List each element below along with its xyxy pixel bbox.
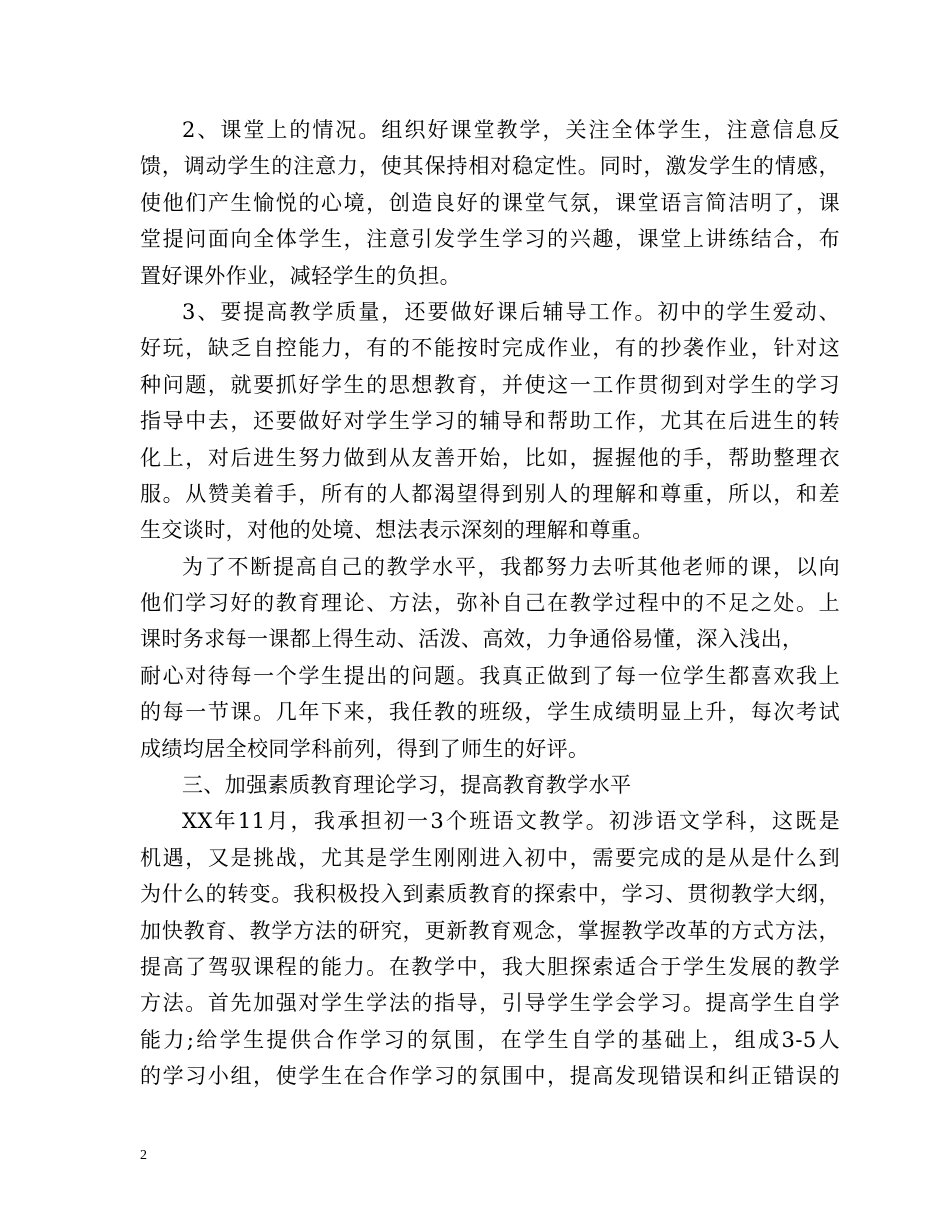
text-line: 服。从赞美着手，所有的人都渴望得到别人的理解和尊重，所以，和差 bbox=[140, 481, 840, 506]
paragraph-quality-education bbox=[140, 803, 840, 1094]
text-line: 机遇，又是挑战，尤其是学生刚刚进入初中，需要完成的是从是什么到 bbox=[140, 845, 840, 870]
text-line: 3、要提高教学质量，还要做好课后辅导工作。初中的学生爱动、 bbox=[182, 299, 840, 324]
text-line: 课时务求每一课都上得生动、活泼、高效，力争通俗易懂，深入浅出， bbox=[140, 627, 804, 652]
text-line: 2、课堂上的情况。组织好课堂教学，关注全体学生，注意信息反 bbox=[182, 118, 840, 142]
text-line: 化上，对后进生努力做到从友善开始，比如，握握他的手，帮助整理衣 bbox=[140, 445, 840, 470]
text-line: 加快教育、教学方法的研究，更新教育观念，掌握教学改革的方式方法， bbox=[140, 918, 840, 943]
text-line: 为了不断提高自己的教学水平，我都努力去听其他老师的课，以向 bbox=[182, 554, 840, 579]
paragraph-tutoring bbox=[140, 294, 840, 549]
text-line: 置好课外作业，减轻学生的负担。 bbox=[140, 263, 461, 288]
text-line: 馈，调动学生的注意力，使其保持相对稳定性。同时，激发学生的情感， bbox=[140, 154, 840, 179]
text-line: 使他们产生愉悦的心境，创造良好的课堂气氛，课堂语言简洁明了，课 bbox=[140, 190, 840, 215]
text-line: 能力;给学生提供合作学习的氛围，在学生自学的基础上，组成3-5人 bbox=[140, 1027, 840, 1052]
text-line: 堂提问面向全体学生，注意引发学生学习的兴趣，课堂上讲练结合，布 bbox=[140, 227, 840, 252]
text-line: XX年11月，我承担初一3个班语文教学。初涉语文学科，这既是 bbox=[182, 809, 840, 834]
text-line: 的每一节课。几年下来，我任教的班级，学生成绩明显上升，每次考试 bbox=[140, 700, 840, 725]
text-line: 好玩，缺乏自控能力，有的不能按时完成作业，有的抄袭作业，针对这 bbox=[140, 336, 840, 361]
text-line: 的学习小组，使学生在合作学习的氛围中，提高发现错误和纠正错误的 bbox=[140, 1064, 840, 1089]
paragraph-classroom bbox=[140, 112, 840, 294]
text-line: 耐心对待每一个学生提出的问题。我真正做到了每一位学生都喜欢我上 bbox=[140, 663, 840, 688]
text-line: 成绩均居全校同学科前列，得到了师生的好评。 bbox=[140, 736, 590, 761]
text-line: 方法。首先加强对学生学法的指导，引导学生学会学习。提高学生自学 bbox=[140, 991, 840, 1016]
text-line: 种问题，就要抓好学生的思想教育，并使这一工作贯彻到对学生的学习 bbox=[140, 372, 840, 397]
text-line: 提高了驾驭课程的能力。在教学中，我大胆探索适合于学生发展的教学 bbox=[140, 954, 840, 979]
text-line: 他们学习好的教育理论、方法，弥补自己在教学过程中的不足之处。上 bbox=[140, 591, 840, 616]
text-line: 指导中去，还要做好对学生学习的辅导和帮助工作，尤其在后进生的转 bbox=[140, 409, 840, 434]
text-line: 生交谈时，对他的处境、想法表示深刻的理解和尊重。 bbox=[140, 518, 654, 543]
section-heading bbox=[140, 767, 840, 803]
paragraph-self-improvement bbox=[140, 549, 840, 767]
text-line: 为什么的转变。我积极投入到素质教育的探索中，学习、贯彻教学大纲， bbox=[140, 882, 840, 907]
body-text bbox=[140, 112, 840, 1095]
page-number: 2 bbox=[140, 1148, 147, 1163]
section-heading-text: 三、加强素质教育理论学习，提高教育教学水平 bbox=[182, 773, 632, 798]
